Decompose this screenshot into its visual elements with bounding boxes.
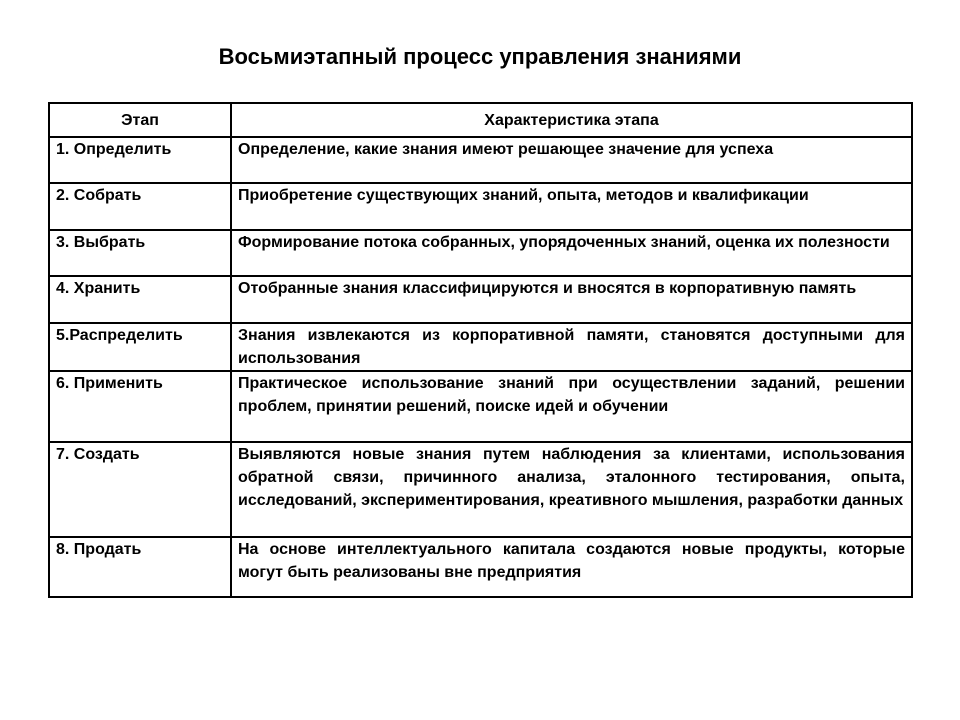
description-cell: Отобранные знания классифицируются и вносятся в корпоративную память (231, 276, 912, 323)
table-row (49, 442, 912, 537)
stage-cell: 2. Собрать (49, 183, 231, 230)
description-cell: Формирование потока собранных, упорядоченных знаний, оценка их полезности (231, 230, 912, 276)
stages-table (48, 102, 913, 598)
table-row (49, 537, 912, 597)
header-description: Характеристика этапа (231, 103, 912, 137)
description-cell: Выявляются новые знания путем наблюдения за клиентами, использования обратной связи, причинного анализа, эталонного тестирования, опыта, исследований, экспериментирования, креативного мышления, разработки данных (231, 442, 912, 537)
stage-cell: 5.Распределить (49, 323, 231, 371)
table-header-row (49, 103, 912, 137)
header-stage: Этап (49, 103, 231, 137)
table-row (49, 230, 912, 276)
description-cell: Практическое использование знаний при осуществлении заданий, решении проблем, принятии решений, поиске идей и обучении (231, 371, 912, 442)
table-row (49, 371, 912, 442)
page-title: Восьмиэтапный процесс управления знаниями (218, 44, 742, 69)
stage-cell: 4. Хранить (49, 276, 231, 323)
table-row (49, 276, 912, 323)
stage-cell: 3. Выбрать (49, 230, 231, 276)
description-cell: Знания извлекаются из корпоративной памяти, становятся доступными для использования (231, 323, 912, 371)
table-row (49, 137, 912, 183)
stage-cell: 8. Продать (49, 537, 231, 597)
description-cell: Определение, какие знания имеют решающее значение для успеха (231, 137, 912, 183)
description-cell: Приобретение существующих знаний, опыта, методов и квалификации (231, 183, 912, 230)
description-cell: На основе интеллектуального капитала создаются новые продукты, которые могут быть реализованы вне предприятия (231, 537, 912, 597)
table-row (49, 183, 912, 230)
stage-cell: 1. Определить (49, 137, 231, 183)
table-row (49, 323, 912, 371)
stage-cell: 7. Создать (49, 442, 231, 537)
stage-cell: 6. Применить (49, 371, 231, 442)
